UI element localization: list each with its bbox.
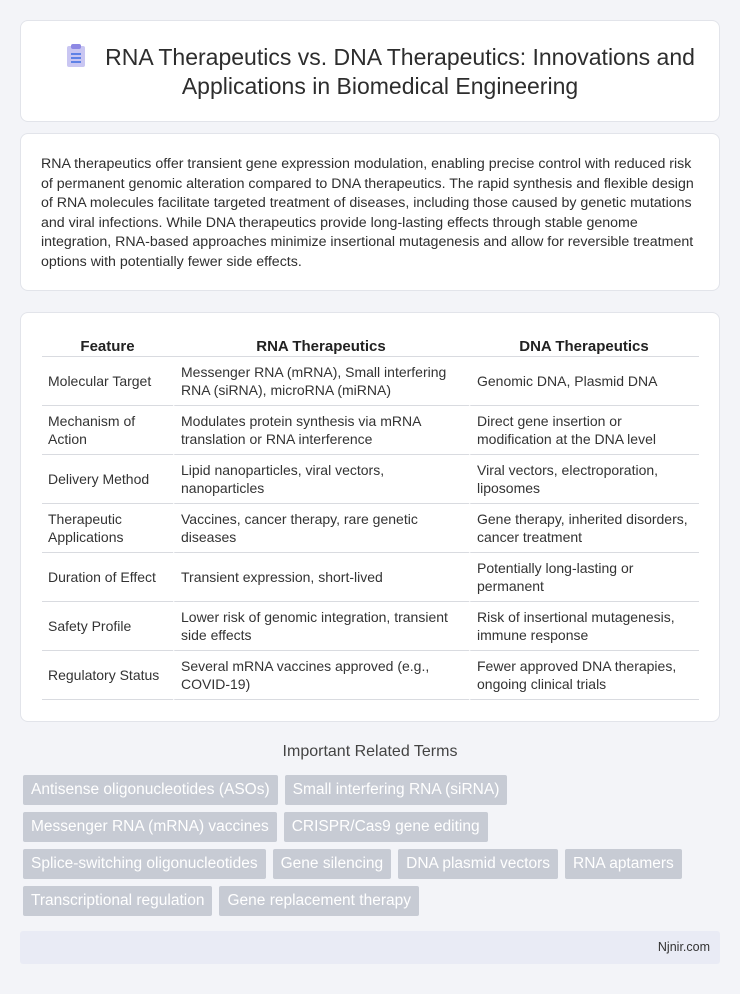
rna-cell: Lipid nanoparticles, viral vectors, nanoparticles	[173, 455, 469, 504]
related-term-tag[interactable]: RNA aptamers	[565, 849, 682, 879]
related-terms-list	[23, 775, 713, 916]
comparison-table	[42, 333, 699, 700]
related-term-tag[interactable]: Antisense oligonucleotides (ASOs)	[23, 775, 278, 805]
related-term-tag[interactable]: Splice-switching oligonucleotides	[23, 849, 266, 879]
feature-cell: Duration of Effect	[42, 553, 173, 602]
table-row	[42, 504, 699, 553]
column-header-dna: DNA Therapeutics	[469, 333, 699, 357]
column-header-rna: RNA Therapeutics	[173, 333, 469, 357]
intro-card	[20, 133, 720, 291]
dna-cell: Fewer approved DNA therapies, ongoing clinical trials	[469, 651, 699, 700]
document-icon	[65, 44, 87, 68]
table-row	[42, 406, 699, 455]
table-row	[42, 553, 699, 602]
table-row	[42, 602, 699, 651]
table-row	[42, 455, 699, 504]
dna-cell: Risk of insertional mutagenesis, immune response	[469, 602, 699, 651]
table-row	[42, 651, 699, 700]
feature-cell: Safety Profile	[42, 602, 173, 651]
related-term-tag[interactable]: Gene replacement therapy	[219, 886, 419, 916]
rna-cell: Transient expression, short-lived	[173, 553, 469, 602]
title-card	[20, 20, 720, 122]
related-term-tag[interactable]: Transcriptional regulation	[23, 886, 212, 916]
dna-cell: Potentially long-lasting or permanent	[469, 553, 699, 602]
rna-cell: Messenger RNA (mRNA), Small interfering RNA (siRNA), microRNA (miRNA)	[173, 357, 469, 406]
related-term-tag[interactable]: Gene silencing	[273, 849, 392, 879]
dna-cell: Direct gene insertion or modification at the DNA level	[469, 406, 699, 455]
table-header-row	[42, 333, 699, 357]
comparison-table-card	[20, 312, 720, 722]
related-term-tag[interactable]: Messenger RNA (mRNA) vaccines	[23, 812, 277, 842]
feature-cell: Regulatory Status	[42, 651, 173, 700]
dna-cell: Viral vectors, electroporation, liposomes	[469, 455, 699, 504]
rna-cell: Lower risk of genomic integration, transient side effects	[173, 602, 469, 651]
related-term-tag[interactable]: CRISPR/Cas9 gene editing	[284, 812, 488, 842]
rna-cell: Several mRNA vaccines approved (e.g., COVID-19)	[173, 651, 469, 700]
page-title	[61, 43, 699, 101]
table-row	[42, 357, 699, 406]
related-terms-heading: Important Related Terms	[282, 743, 458, 760]
rna-cell: Vaccines, cancer therapy, rare genetic diseases	[173, 504, 469, 553]
feature-cell: Molecular Target	[42, 357, 173, 406]
column-header-feature: Feature	[42, 333, 173, 357]
dna-cell: Gene therapy, inherited disorders, cancer treatment	[469, 504, 699, 553]
feature-cell: Delivery Method	[42, 455, 173, 504]
related-term-tag[interactable]: Small interfering RNA (siRNA)	[285, 775, 508, 805]
footer-bar	[20, 931, 720, 964]
feature-cell: Therapeutic Applications	[42, 504, 173, 553]
feature-cell: Mechanism of Action	[42, 406, 173, 455]
rna-cell: Modulates protein synthesis via mRNA translation or RNA interference	[173, 406, 469, 455]
related-term-tag[interactable]: DNA plasmid vectors	[398, 849, 558, 879]
page-title-text: RNA Therapeutics vs. DNA Therapeutics: Innovations and Applications in Biomedical Engineering	[105, 44, 695, 99]
footer-site-link[interactable]: Njnir.com	[657, 940, 710, 954]
intro-paragraph: RNA therapeutics offer transient gene expression modulation, enabling precise control with reduced risk of permanent genomic alteration compared to DNA therapeutics. The rapid synthesis and flexible design of RNA molecules facilitate targeted treatment of diseases, including those caused by genetic mutations and viral infections. While DNA therapeutics provide long-lasting effects through stable genome integration, RNA-based approaches minimize insertional mutagenesis and allow for reversible treatment options with potentially fewer side effects.	[41, 156, 694, 270]
dna-cell: Genomic DNA, Plasmid DNA	[469, 357, 699, 406]
